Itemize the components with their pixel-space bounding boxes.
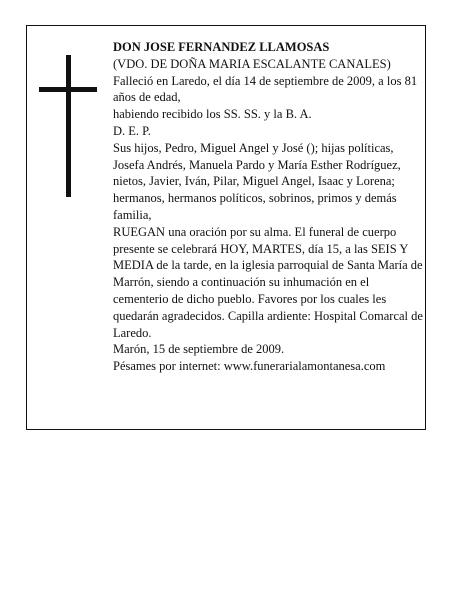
deceased-name: DON JOSE FERNANDEZ LLAMOSAS xyxy=(113,40,330,54)
death-statement: Falleció en Laredo, el día 14 de septiembre de 2009, a los 81 años de edad, xyxy=(113,73,418,105)
rip-line: D. E. P. xyxy=(113,123,151,138)
obituary-text xyxy=(113,39,423,375)
cross-horizontal-bar xyxy=(39,87,97,92)
cross-icon xyxy=(39,55,97,197)
funeral-details: RUEGAN una oración por su alma. El funeral de cuerpo presente se celebrará HOY, MARTES, día 15, a las SEIS Y MEDIA de la tarde, en la iglesia parroquial de Santa María de Marrón, siendo a continuación su inhumación en el cementerio de dicho pueblo. Favores por los cuales les quedarán agradecidos. Capilla ardiente: Hospital Comarcal de Laredo. xyxy=(113,224,423,340)
condolences-line: Pésames por internet: www.funerarialamontanesa.com xyxy=(113,359,386,374)
place-date: Marón, 15 de septiembre de 2009. xyxy=(113,342,285,357)
widower-line: (VDO. DE DOÑA MARIA ESCALANTE CANALES) xyxy=(113,56,391,71)
cross-vertical-bar xyxy=(66,55,71,197)
sacraments-line: habiendo recibido los SS. SS. y la B. A. xyxy=(113,107,312,122)
obituary-notice xyxy=(26,25,426,430)
family-list: Sus hijos, Pedro, Miguel Angel y José (); hijas políticas, Josefa Andrés, Manuela Pardo y María Esther Rodríguez, nietos, Javier, Iván, Pilar, Miguel Angel, Isaac y Lorena; hermanos, hermanos políticos, sobrinos, primos y demás familia, xyxy=(113,140,401,222)
